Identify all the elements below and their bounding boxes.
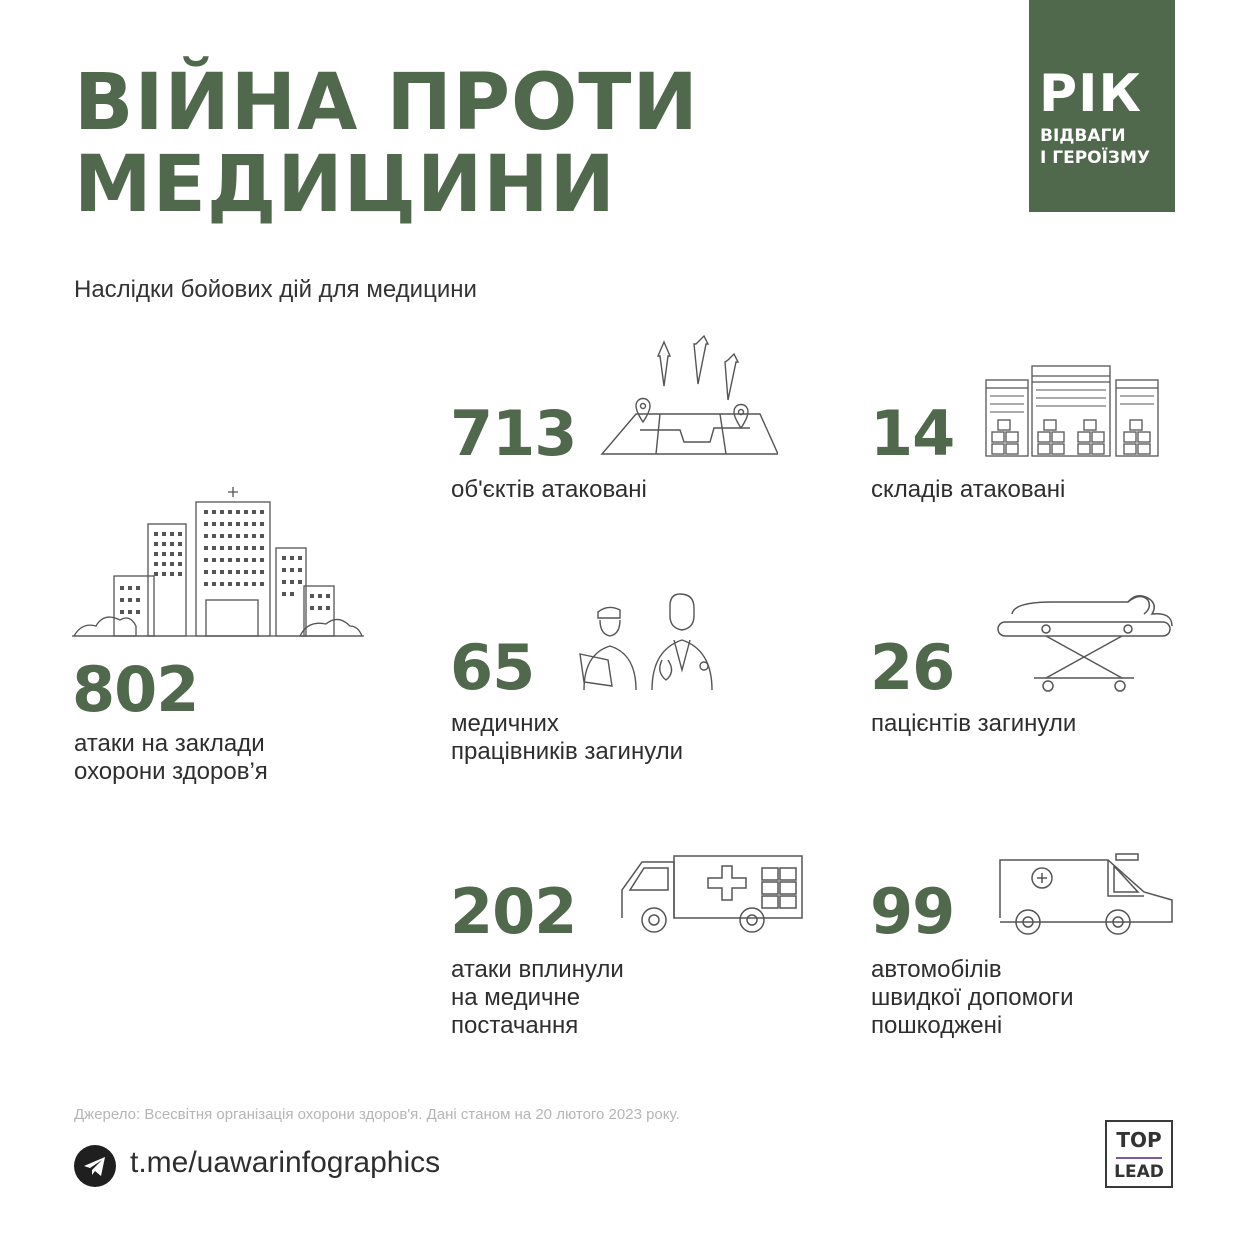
stat-workers-label (451, 710, 683, 766)
stat-supply-label-3: постачання (451, 1012, 579, 1039)
year-badge (1029, 0, 1175, 212)
stat-objects-value: 713 (450, 397, 577, 470)
stat-supply-label-1: атаки вплинули (451, 956, 624, 983)
stretcher-icon (994, 588, 1174, 694)
medical-workers-icon (578, 590, 728, 692)
title-line-1: ВІЙНА ПРОТИ (74, 58, 699, 148)
title-line-2: МЕДИЦИНИ (74, 140, 616, 230)
logo-top-text: TOP (1116, 1128, 1162, 1152)
stat-patients-label-1: пацієнтів загинули (871, 710, 1077, 737)
stat-workers-label-2: працівників загинули (451, 738, 684, 765)
stat-ambulances-label-3: пошкоджені (871, 1012, 1003, 1039)
stat-ambulances-value: 99 (870, 875, 955, 948)
warehouse-icon (984, 362, 1176, 458)
badge-line-3: І ГЕРОЇЗМУ (1040, 148, 1151, 168)
stat-facilities-label (74, 730, 268, 786)
stat-objects-label (451, 476, 647, 504)
stat-supply-value: 202 (450, 875, 577, 948)
stat-warehouses-label-1: складів атаковані (871, 476, 1066, 503)
stat-facilities-label-1: атаки на заклади (74, 730, 265, 757)
badge-line-2: ВІДВАГИ (1040, 126, 1126, 146)
stat-supply-label (451, 956, 624, 1040)
stat-patients-value: 26 (870, 631, 955, 704)
badge-year: РІК (1039, 64, 1142, 124)
stat-supply-label-2: на медичне (451, 984, 581, 1011)
stat-ambulances-label-2: швидкої допомоги (871, 984, 1074, 1011)
supply-truck-icon (620, 852, 806, 936)
logo-bottom-text: LEAD (1114, 1162, 1164, 1182)
stat-facilities-value: 802 (72, 653, 199, 726)
stat-facilities-label-2: охорони здоров’я (74, 758, 268, 785)
stat-objects-label-1: об'єктів атаковані (451, 476, 647, 503)
logo-divider (1116, 1157, 1162, 1159)
hospital-icon (72, 486, 364, 642)
subtitle: Наслідки бойових дій для медицини (74, 276, 477, 303)
stat-warehouses-value: 14 (870, 397, 955, 470)
stat-ambulances-label (871, 956, 1074, 1040)
telegram-icon[interactable] (74, 1145, 116, 1187)
ambulance-icon (996, 852, 1176, 936)
stat-workers-label-1: медичних (451, 710, 559, 737)
stat-ambulances-label-1: автомобілів (871, 956, 1002, 983)
stat-patients-label (871, 710, 1076, 738)
toplead-logo (1105, 1120, 1173, 1188)
stat-warehouses-label (871, 476, 1065, 504)
telegram-link[interactable]: t.me/uawarinfographics (130, 1146, 441, 1179)
missiles-map-icon (600, 334, 778, 458)
page-title (74, 58, 699, 230)
stat-workers-value: 65 (450, 631, 535, 704)
source-note: Джерело: Всесвітня організація охорони здоров'я. Дані станом на 20 лютого 2023 року. (74, 1106, 680, 1123)
